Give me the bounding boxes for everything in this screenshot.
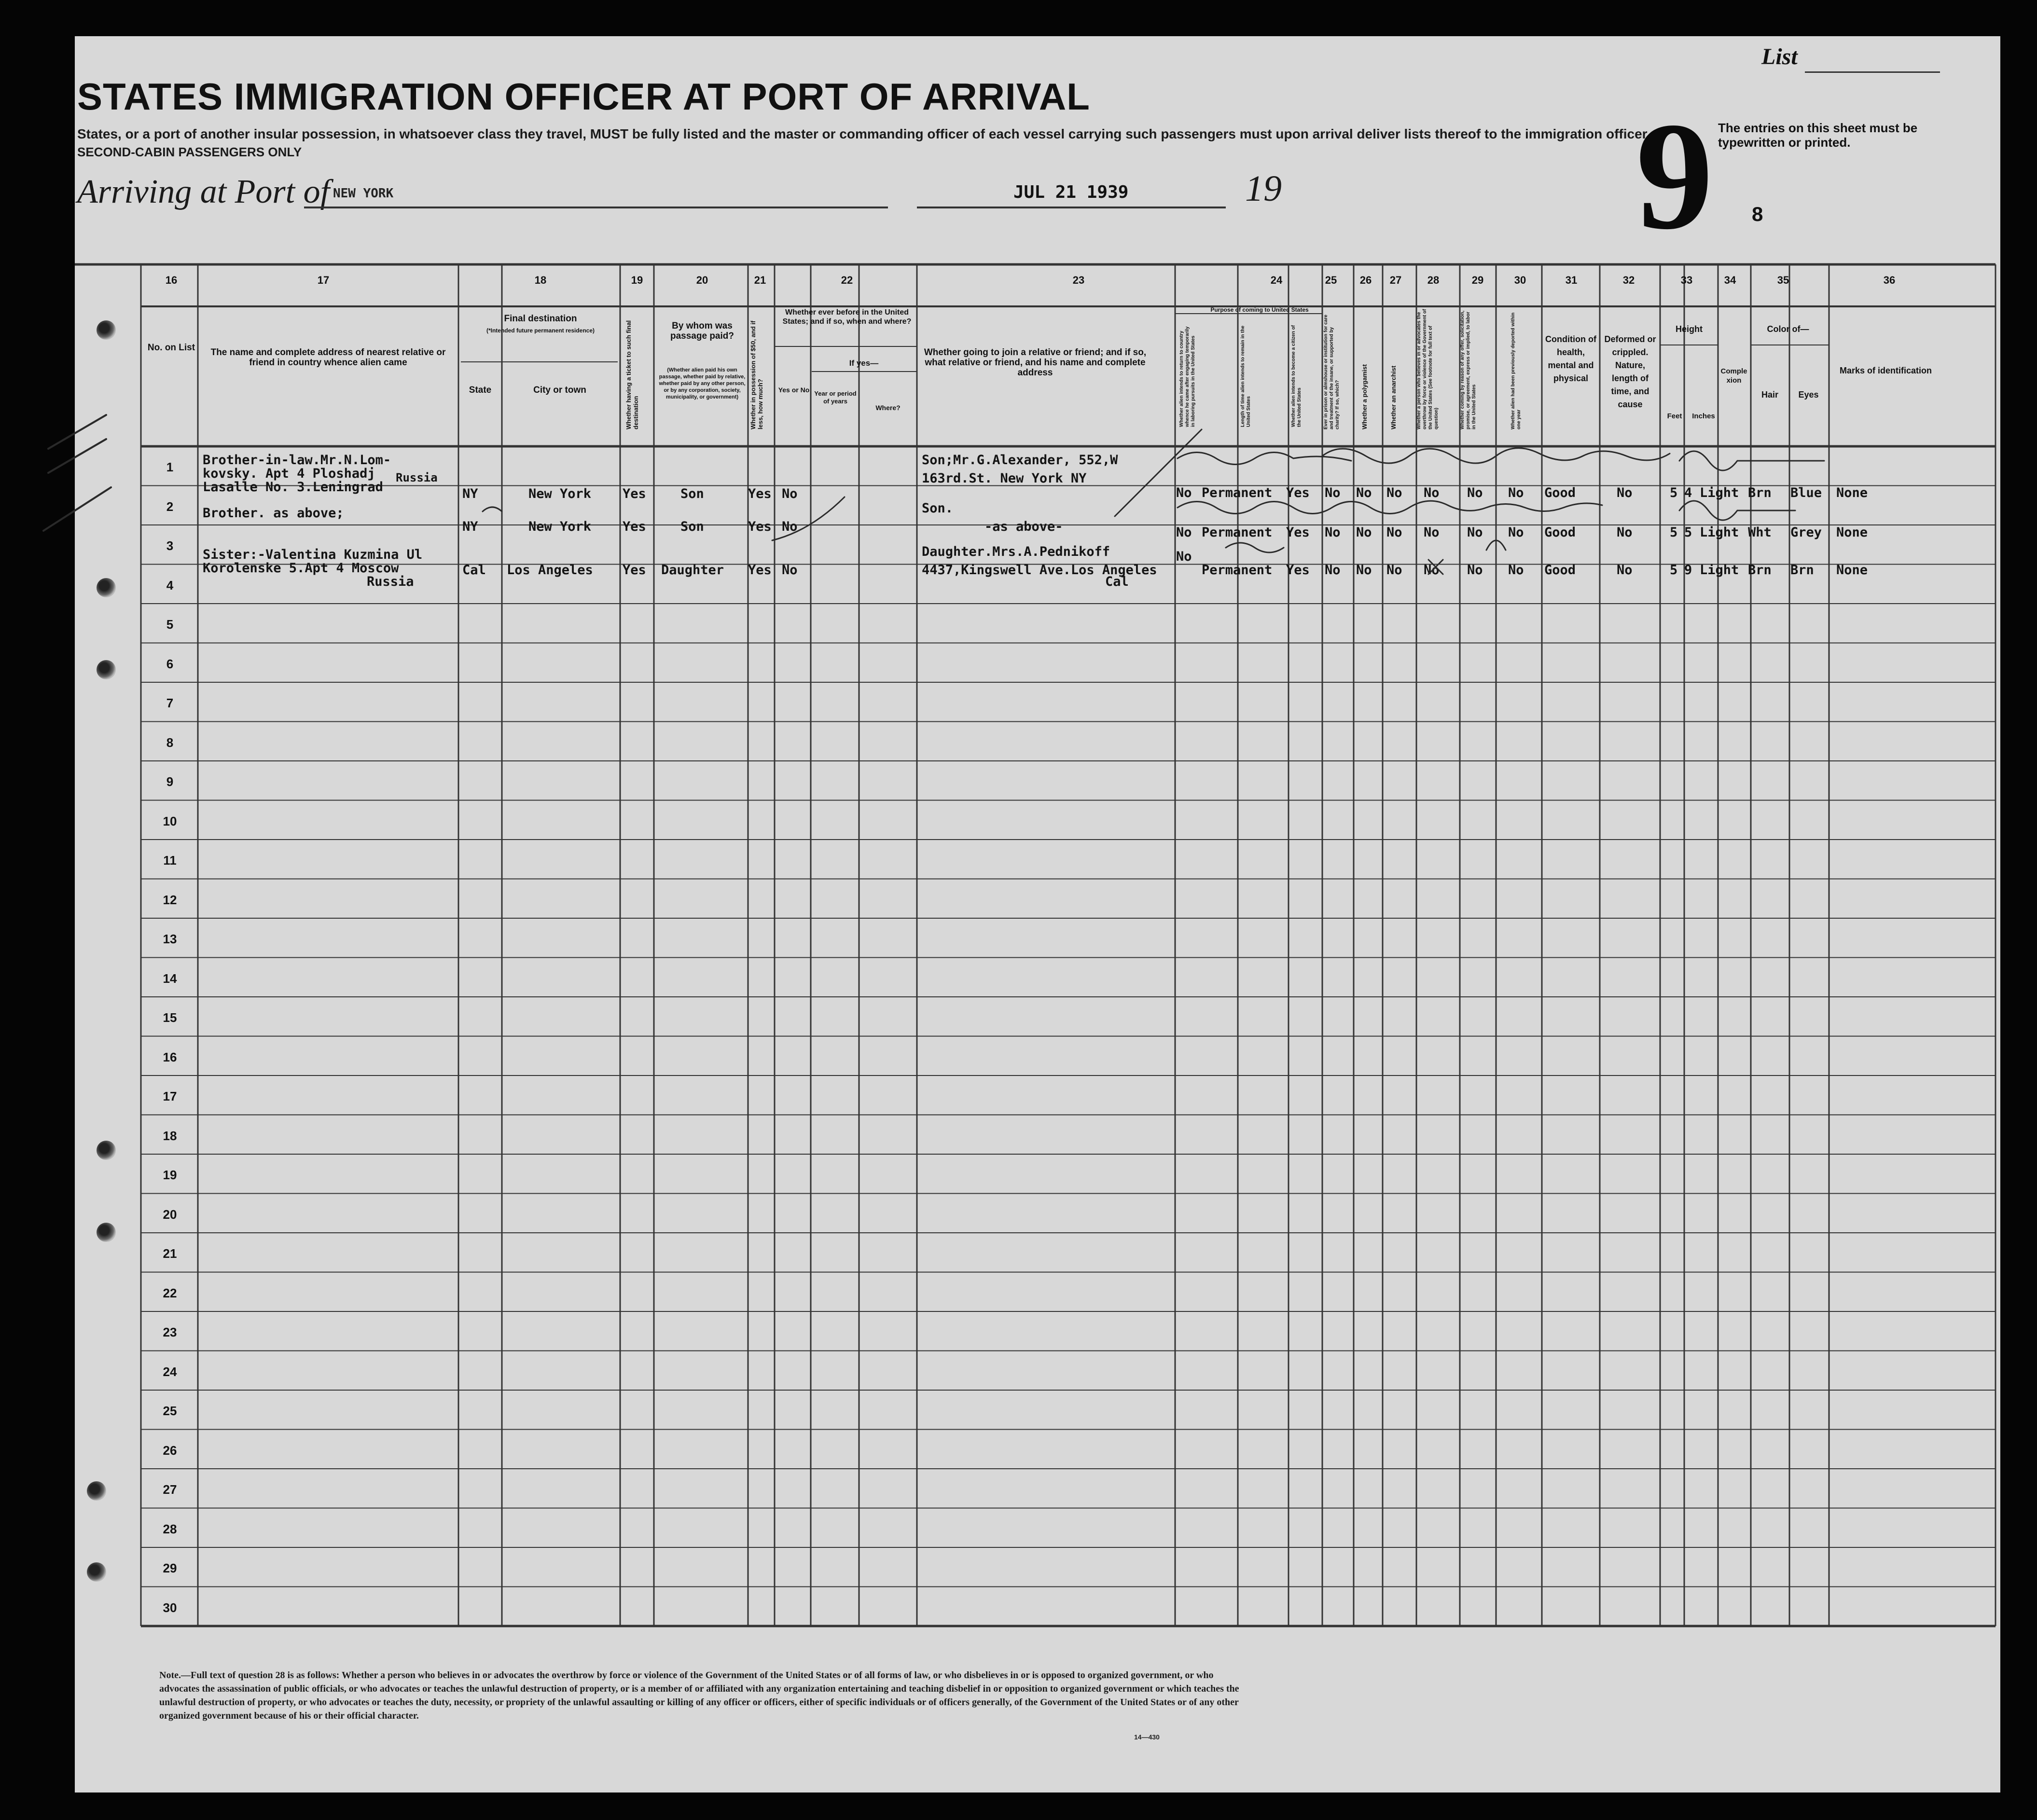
deformed-3: No: [1617, 563, 1633, 578]
join-line-4: -as above-: [984, 519, 1063, 534]
hdr-no-on-list: No. on List: [147, 343, 195, 353]
paid-by-1: Son: [680, 486, 704, 501]
binder-hole: [97, 578, 116, 597]
complexion-3: Light: [1700, 563, 1739, 578]
hdr-final-destination: Final destination: [504, 314, 577, 324]
row-number: 3: [166, 538, 174, 553]
health-3: Good: [1544, 563, 1576, 578]
typewritten-instruction: The entries on this sheet must be typewritten or printed.: [1718, 121, 1918, 150]
col-num-28: 28: [1427, 274, 1440, 286]
hair-3: Brn: [1748, 563, 1772, 578]
passenger-class: SECOND-CABIN PASSENGERS ONLY: [77, 145, 302, 159]
join-line-5: Daughter.Mrs.A.Pednikoff: [922, 544, 1110, 559]
col-num-22: 22: [841, 274, 853, 286]
hdr-purpose-length: Length of time alien intends to remain in the United States: [1240, 325, 1251, 427]
fifty-2: Yes: [748, 519, 772, 534]
city-1: New York: [528, 486, 592, 501]
row-number: 28: [163, 1521, 177, 1536]
col-num-26: 26: [1359, 274, 1372, 286]
hdr-feet: Feet: [1667, 412, 1682, 420]
q30-2: No: [1508, 525, 1524, 540]
hdr-year-period: Year or period of years: [814, 390, 857, 405]
binder-hole: [97, 660, 116, 679]
sheet-number: 9: [1636, 91, 1713, 262]
row-number: 15: [163, 1010, 177, 1025]
sheet-small-number: 8: [1752, 203, 1763, 225]
col-num-31: 31: [1565, 274, 1578, 286]
hdr-city: City or town: [533, 385, 586, 395]
polygamist-3: No: [1356, 563, 1372, 578]
hdr-join-relative: Whether going to join a relative or friend; and if so, what relative or friend, and his name and complete address: [924, 347, 1147, 378]
relative-line-3: Lasalle No. 3.Leningrad: [203, 480, 383, 495]
hdr-ever-before: Whether ever before in the United States; and if so, when and where?: [782, 308, 912, 326]
row-number: 2: [166, 499, 174, 514]
relative-line-5: Brother. as above;: [203, 506, 344, 521]
col-num-24: 24: [1270, 274, 1283, 286]
complexion-2: Light: [1700, 525, 1739, 540]
join-line-6: 4437,Kingswell Ave.Los Angeles: [922, 563, 1157, 578]
complexion-1: Light: [1700, 485, 1739, 500]
hdr-q28: Whether a person who believes in or advocates the overthrow by force or violence of the Government of the United States (See footnote for full text of question): [1416, 309, 1439, 429]
hdr-eyes: Eyes: [1798, 390, 1819, 400]
purpose-citizen-3: Yes: [1286, 563, 1310, 578]
row-number: 4: [166, 578, 174, 593]
inches-3: 9: [1684, 563, 1692, 578]
deformed-1: No: [1617, 485, 1633, 500]
hdr-purpose: Purpose of coming to United States: [1210, 306, 1309, 313]
eyes-3: Brn: [1790, 563, 1814, 578]
footnote-q28: Note.—Full text of question 28 is as follows: Whether a person who believes in or advocates the overthrow by force or violence of the Government of the United States or of all forms of law, or who disbelieves in or is opposed to organized government, or who advocates the assassination of public officials, or who advocates or teaches the unlawful destruction of property, or is a member of or affiliated with any organization entertaining and teaching disbelief in or opposition to organized government or which teaches the unlawful destruction of property, or who advocates or teaches the duty, necessity, or propriety of the unlawful assaulting or killing of any officer or officers, either of specific individuals or of officers generally, of the Government of the United States or of any other organized government because of his or their official character.: [159, 1670, 1239, 1721]
arrival-date-stamp: JUL 21 1939: [1013, 182, 1129, 202]
before-1: No: [782, 486, 798, 501]
hdr-color-of: Color of—: [1767, 324, 1809, 334]
inches-2: 5: [1684, 525, 1692, 540]
hdr-yes-no: Yes or No: [778, 386, 810, 394]
marks-2: None: [1836, 525, 1868, 540]
prison-1: No: [1325, 485, 1341, 500]
binder-hole: [97, 1223, 116, 1242]
purpose-length-3: Permanent: [1202, 563, 1273, 578]
binder-hole: [87, 1481, 106, 1501]
fifty-3: Yes: [748, 563, 772, 578]
row-number: 12: [163, 892, 177, 907]
hdr-health: Condition of health, mental and physical: [1545, 334, 1596, 383]
row-number: 10: [163, 813, 177, 828]
list-label: List: [1761, 44, 1798, 69]
feet-3: 5: [1670, 563, 1678, 578]
before-2: No: [782, 519, 798, 534]
binder-hole: [97, 320, 116, 340]
col-num-32: 32: [1622, 274, 1635, 286]
hdr-prison: Ever in prison or almshouse or institution for care and treatment of the insane, or supported by charity? If so, which?: [1323, 315, 1340, 429]
q28-3: No: [1424, 563, 1440, 578]
hdr-q29: Whether coming by reason of any offer, solicitation, promise, or agreement, express or implied, to labor in the United States: [1460, 310, 1477, 429]
feet-1: 5: [1670, 485, 1678, 500]
anarchist-1: No: [1386, 485, 1402, 500]
col-num-20: 20: [696, 274, 708, 286]
row-number: 27: [163, 1482, 177, 1497]
inches-1: 4: [1684, 485, 1692, 500]
row-number: 19: [163, 1168, 177, 1182]
col-num-19: 19: [631, 274, 643, 286]
paid-by-3: Daughter: [661, 563, 724, 578]
eyes-2: Grey: [1790, 525, 1822, 540]
anarchist-3: No: [1386, 563, 1402, 578]
col-num-23: 23: [1072, 274, 1085, 286]
hdr-hair: Hair: [1761, 390, 1778, 400]
ticket-1: Yes: [623, 486, 646, 501]
anarchist-2: No: [1386, 525, 1402, 540]
q29-1: No: [1467, 485, 1483, 500]
hdr-anarchist: Whether an anarchist: [1390, 365, 1397, 429]
eyes-1: Blue: [1790, 485, 1822, 500]
col-num-17: 17: [317, 274, 330, 286]
hdr-if-yes: If yes—: [849, 358, 879, 368]
state-3: Cal: [462, 563, 486, 578]
purpose-citizen-1: Yes: [1286, 485, 1310, 500]
relative-line-2: kovsky. Apt 4 Ploshadj: [203, 466, 375, 481]
col-num-34: 34: [1724, 274, 1736, 286]
q30-1: No: [1508, 485, 1524, 500]
hdr-complexion: Complexion: [1720, 367, 1747, 385]
hdr-final-destination-note: (*Intended future permanent residence): [486, 327, 595, 334]
feet-2: 5: [1670, 525, 1678, 540]
hdr-passage-paid-note: (Whether alien paid his own passage, whether paid by relative, whether paid by any other person, or by any corporation, society, municipality, or government): [659, 367, 746, 400]
q30-3: No: [1508, 563, 1524, 578]
hdr-q30: Whether alien had been previously deported within one year: [1510, 312, 1522, 429]
marks-3: None: [1836, 563, 1868, 578]
city-2: New York: [528, 519, 592, 534]
polygamist-1: No: [1356, 485, 1372, 500]
state-1: NY: [462, 486, 478, 501]
hdr-state: State: [469, 385, 492, 395]
row-number: 25: [163, 1404, 177, 1418]
hdr-purpose-return: Whether alien intends to return to country whence he came after engaging temporarily in laboring pursuits in the United States: [1179, 326, 1196, 427]
purpose-citizen-2: Yes: [1286, 525, 1310, 540]
health-2: Good: [1544, 525, 1576, 540]
row-number: 20: [163, 1207, 177, 1222]
col-num-25: 25: [1325, 274, 1337, 286]
col-num-30: 30: [1514, 274, 1526, 286]
purpose-return-1: No: [1176, 485, 1192, 500]
relative-line-8: Russia: [367, 574, 414, 589]
relative-line-4: Russia: [396, 471, 438, 484]
form-number: 14—430: [1134, 1733, 1160, 1741]
hdr-fifty-dollars: Whether in possession of $50, and if less, how much?: [749, 320, 764, 429]
col-num-16: 16: [165, 274, 178, 286]
hdr-purpose-citizen: Whether alien intends to become a citizen of the United States: [1291, 325, 1302, 427]
binder-hole: [97, 1141, 116, 1160]
purpose-length-1: Permanent: [1202, 485, 1273, 500]
join-line-7: Cal: [1105, 574, 1129, 589]
col-num-29: 29: [1471, 274, 1484, 286]
row-number: 14: [163, 971, 177, 986]
hdr-marks: Marks of identification: [1839, 366, 1932, 375]
join-line-3: Son.: [922, 501, 954, 516]
row-number: 26: [163, 1443, 177, 1458]
city-3: Los Angeles: [507, 563, 593, 578]
relative-line-7: Korolenske 5.Apt 4 Moscow: [203, 561, 399, 576]
q28-1: No: [1424, 485, 1440, 500]
purpose-length-2: Permanent: [1202, 525, 1273, 540]
col-num-35: 35: [1777, 274, 1789, 286]
row-number: 7: [166, 696, 174, 710]
hair-2: Wht: [1748, 525, 1772, 540]
q29-2: No: [1467, 525, 1483, 540]
prison-3: No: [1325, 563, 1341, 578]
relative-line-1: Brother-in-law.Mr.N.Lom-: [203, 453, 391, 468]
state-2: NY: [462, 519, 478, 534]
row-number: 24: [163, 1364, 177, 1379]
before-3: No: [782, 563, 798, 578]
col-num-27: 27: [1389, 274, 1402, 286]
hdr-deformed: Deformed or crippled. Nature, length of time, and cause: [1604, 334, 1656, 409]
row-number: 16: [163, 1049, 177, 1064]
row-number: 23: [163, 1325, 177, 1339]
binder-hole: [87, 1562, 106, 1582]
hdr-ticket: Whether having a ticket to such final destination: [625, 320, 639, 429]
paid-by-2: Son: [680, 519, 704, 534]
health-1: Good: [1544, 485, 1576, 500]
header-instructions: States, or a port of another insular possession, in whatsoever class they travel, MUST be fully listed and the master or commanding officer of each vessel carrying such passengers must upon arrival deliver lists thereof to the immigration officer: [77, 126, 1648, 141]
col-num-21: 21: [754, 274, 766, 286]
row-number: 21: [163, 1246, 177, 1261]
hair-1: Brn: [1748, 485, 1772, 500]
year-prefix: 19: [1245, 168, 1282, 209]
hdr-where: Where?: [875, 404, 901, 412]
row-number: 22: [163, 1285, 177, 1300]
row-number: 1: [166, 460, 174, 474]
row-number: 18: [163, 1128, 177, 1143]
ticket-3: Yes: [623, 563, 646, 578]
row-number: 9: [166, 774, 174, 789]
hdr-inches: Inches: [1692, 412, 1715, 420]
fifty-1: Yes: [748, 486, 772, 501]
relative-line-6: Sister:-Valentina Kuzmina Ul: [203, 547, 423, 562]
purpose-return-3: No: [1176, 549, 1192, 564]
row-number: 29: [163, 1561, 177, 1575]
arriving-label: Arriving at Port of: [77, 173, 330, 210]
row-number: 30: [163, 1600, 177, 1615]
row-number: 17: [163, 1089, 177, 1103]
join-line-1: Son;Mr.G.Alexander, 552,W: [922, 453, 1118, 468]
row-number: 5: [166, 617, 174, 632]
row-number: 13: [163, 932, 177, 946]
hdr-relative-abroad: The name and complete address of nearest relative or friend in country whence alien came: [210, 347, 446, 368]
col-num-36: 36: [1883, 274, 1896, 286]
hdr-height: Height: [1676, 324, 1703, 334]
join-line-2: 163rd.St. New York NY: [922, 471, 1087, 486]
port-value: NEW YORK: [333, 186, 394, 201]
row-number: 11: [163, 853, 177, 868]
row-number: 6: [166, 656, 174, 671]
polygamist-2: No: [1356, 525, 1372, 540]
q28-2: No: [1424, 525, 1440, 540]
col-num-18: 18: [534, 274, 547, 286]
page-title: STATES IMMIGRATION OFFICER AT PORT OF ARRIVAL: [77, 75, 1090, 118]
prison-2: No: [1325, 525, 1341, 540]
hdr-passage-paid: By whom was passage paid?: [670, 321, 734, 341]
purpose-return-2: No: [1176, 525, 1192, 540]
hdr-polygamist: Whether a polygamist: [1361, 364, 1368, 429]
deformed-2: No: [1617, 525, 1633, 540]
ticket-2: Yes: [623, 519, 646, 534]
q29-3: No: [1467, 563, 1483, 578]
row-number: 8: [166, 735, 174, 750]
marks-1: None: [1836, 485, 1868, 500]
col-num-33: 33: [1680, 274, 1693, 286]
